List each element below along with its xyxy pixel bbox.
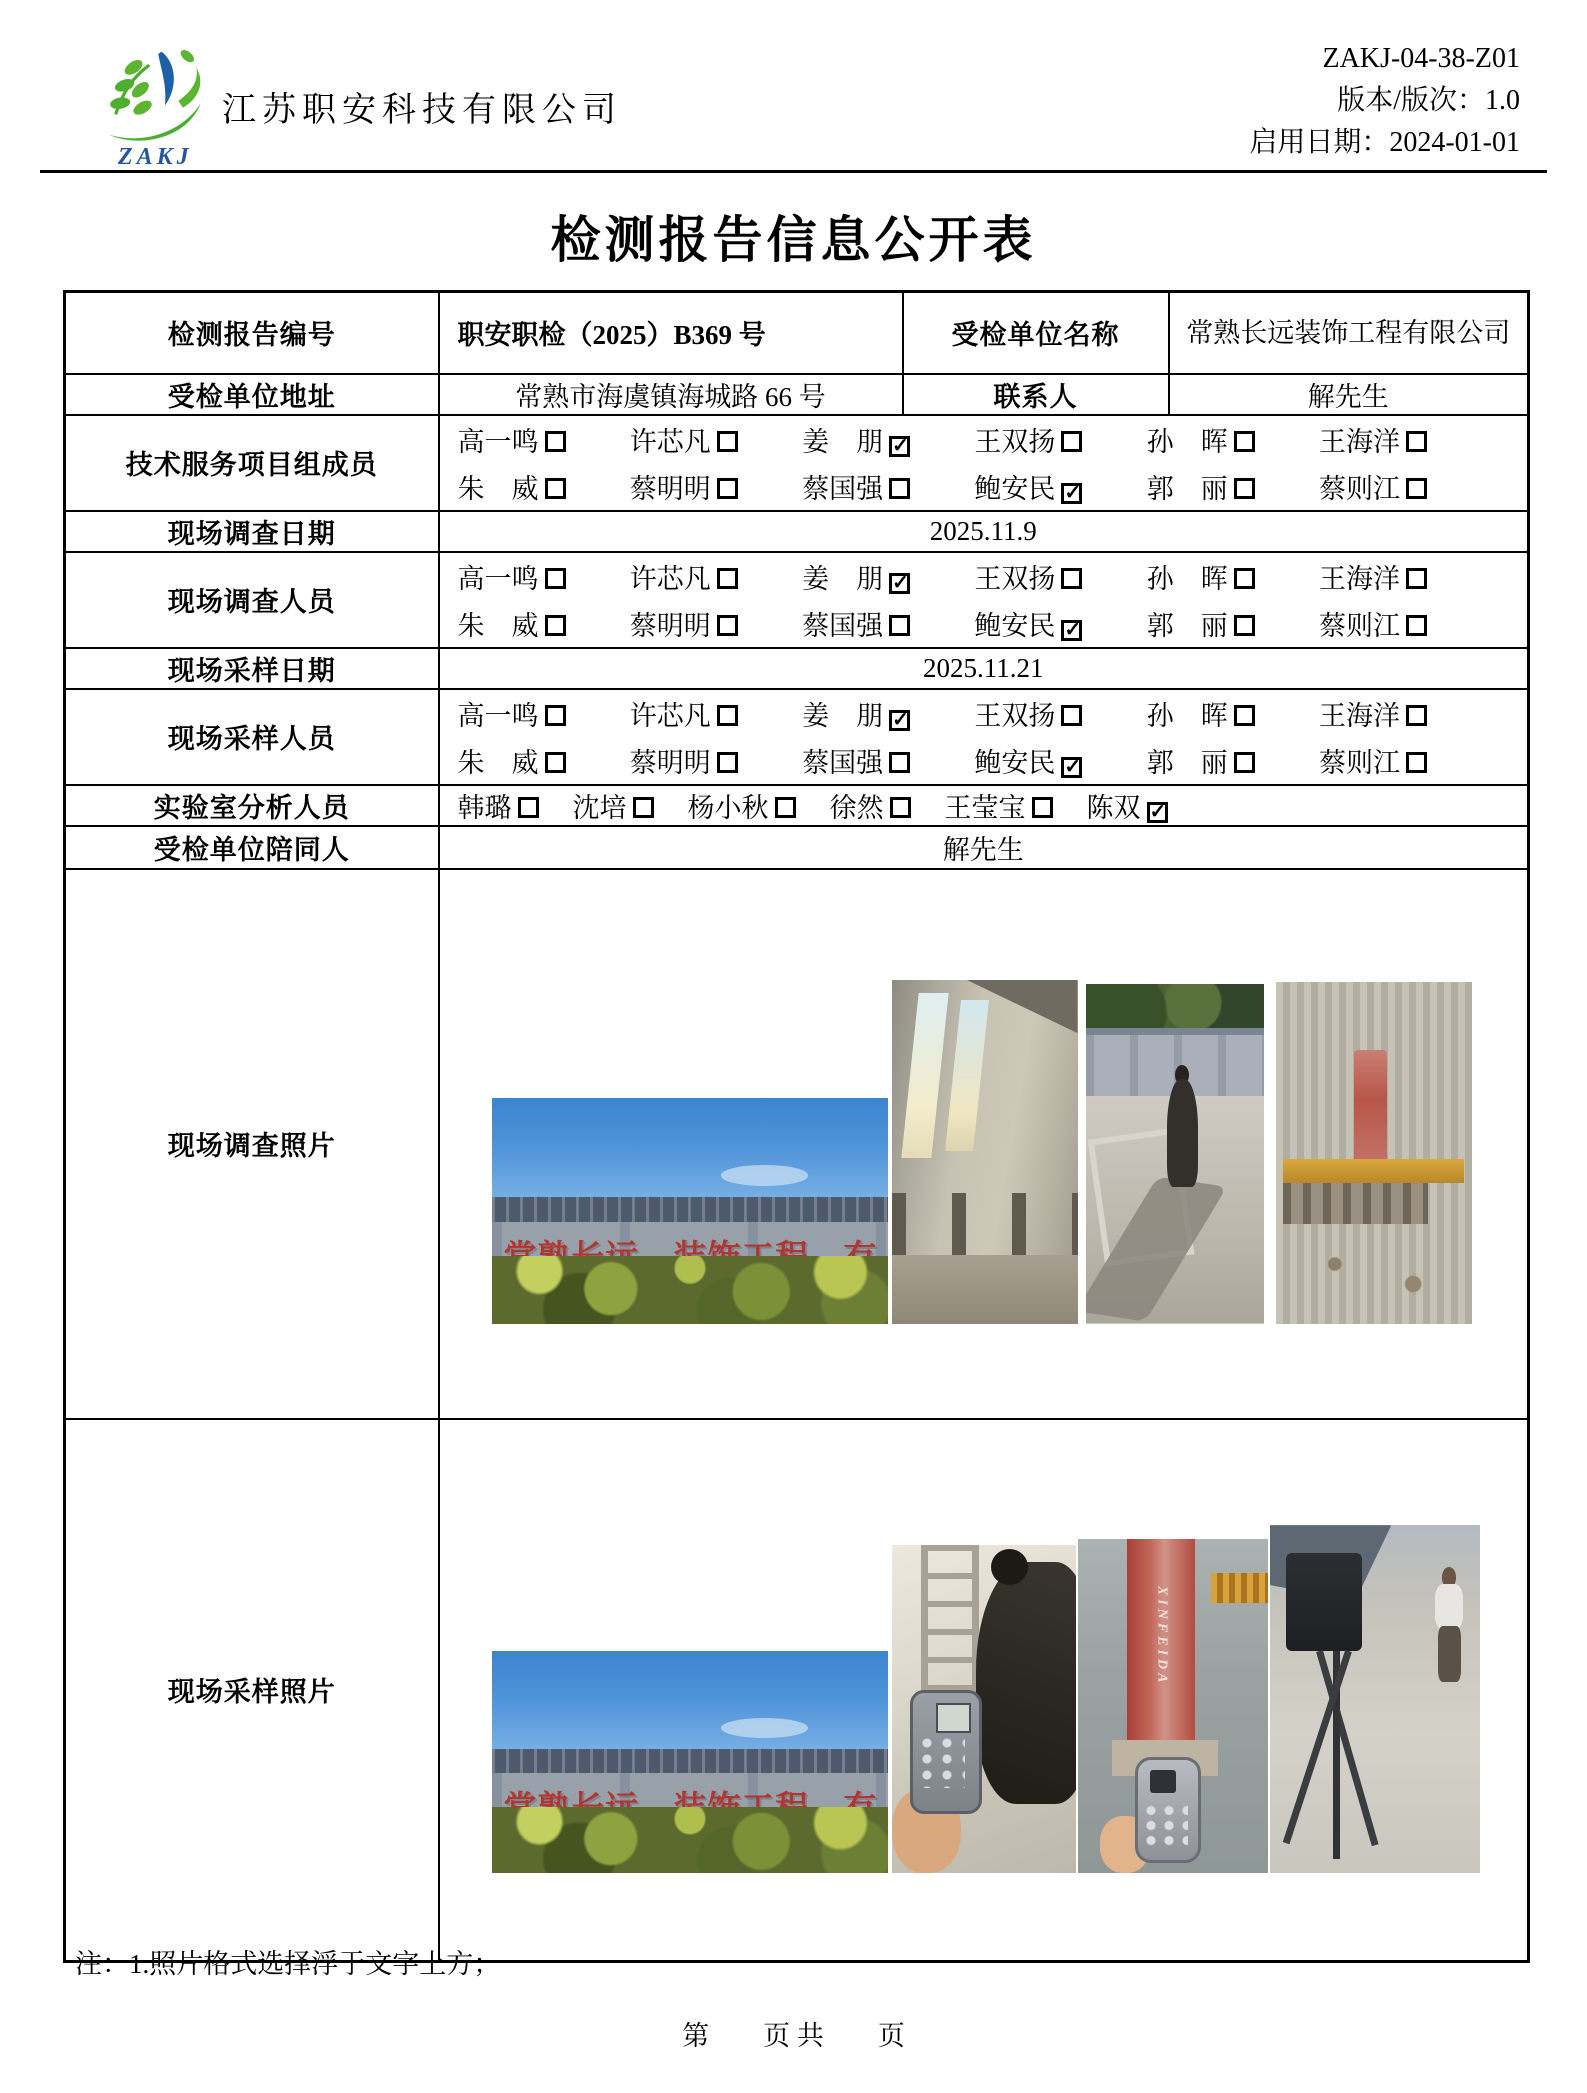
checkbox-unchecked-icon[interactable] bbox=[633, 797, 654, 818]
checkbox-unchecked-icon[interactable] bbox=[545, 431, 566, 452]
staff-name: 蔡明明 bbox=[629, 473, 711, 504]
staff-name: 蔡则江 bbox=[1318, 747, 1400, 778]
row-sampling-staff bbox=[65, 689, 1529, 785]
staff-checkbox-item bbox=[1319, 694, 1427, 733]
checkbox-checked-icon[interactable]: ✓ bbox=[1147, 802, 1168, 823]
checkbox-unchecked-icon[interactable] bbox=[545, 478, 566, 499]
tripod-leg bbox=[1316, 1650, 1378, 1846]
unit-name-value: 常熟长远装饰工程有限公司 bbox=[1169, 292, 1529, 374]
photo-factory-gate bbox=[492, 1098, 888, 1324]
row-survey-photos bbox=[65, 869, 1529, 1419]
sampling-staff-cell bbox=[439, 689, 1529, 785]
staff-name: 高一鸣 bbox=[457, 426, 539, 457]
person-figure bbox=[1435, 1584, 1462, 1629]
cloud bbox=[721, 1718, 808, 1738]
unit-name-label: 受检单位名称 bbox=[903, 292, 1169, 374]
checkbox-unchecked-icon[interactable] bbox=[545, 568, 566, 589]
device-keypad bbox=[1142, 1803, 1188, 1846]
staff-checkbox-item bbox=[802, 557, 910, 596]
floor bbox=[1276, 1224, 1472, 1323]
staff-name: 王海洋 bbox=[1318, 426, 1400, 457]
sampler-box bbox=[1286, 1553, 1362, 1650]
sampling-photo-collage bbox=[440, 1421, 1528, 1958]
staff-checkbox-item bbox=[458, 420, 566, 459]
staff-checkbox-item bbox=[830, 786, 911, 825]
staff-checkbox-item bbox=[630, 467, 738, 506]
row-lab-staff bbox=[65, 785, 1529, 826]
address-label: 受检单位地址 bbox=[65, 374, 439, 415]
staff-line-1 bbox=[440, 416, 1528, 463]
person-legs bbox=[1438, 1626, 1461, 1682]
doc-version-line bbox=[1249, 80, 1520, 122]
staff-checkbox-item bbox=[802, 420, 910, 459]
contact-label: 联系人 bbox=[903, 374, 1169, 415]
header-meta bbox=[1249, 38, 1520, 164]
staff-line-2 bbox=[440, 737, 1528, 784]
staff-checkbox-item bbox=[974, 557, 1082, 596]
machinery bbox=[892, 1193, 1078, 1255]
checkbox-unchecked-icon[interactable] bbox=[545, 705, 566, 726]
company-name: 江苏职安科技有限公司 bbox=[222, 92, 622, 129]
checkbox-checked-icon[interactable]: ✓ bbox=[889, 710, 910, 731]
checkbox-unchecked-icon[interactable] bbox=[545, 615, 566, 636]
staff-checkbox-item bbox=[1147, 420, 1255, 459]
sampling-date-value: 2025.11.21 bbox=[439, 648, 1529, 689]
staff-checkbox-item bbox=[1147, 557, 1255, 596]
device-keypad bbox=[917, 1735, 965, 1787]
staff-checkbox-item bbox=[802, 741, 910, 780]
trees bbox=[1086, 984, 1264, 1032]
staff-checkbox-item bbox=[974, 420, 1082, 459]
staff-checkbox-item bbox=[573, 786, 654, 825]
checkbox-unchecked-icon[interactable] bbox=[1061, 568, 1082, 589]
staff-name: 朱 威 bbox=[457, 747, 539, 778]
photo-worker-outdoor bbox=[1086, 984, 1264, 1324]
page-title: 检测报告信息公开表 bbox=[550, 212, 1037, 268]
staff-checkbox-item bbox=[630, 557, 738, 596]
staff-checkbox-item bbox=[974, 604, 1082, 643]
staff-checkbox-item bbox=[1087, 786, 1168, 825]
staff-name: 鲍安民 bbox=[974, 473, 1056, 504]
lab-staff-label: 实验室分析人员 bbox=[65, 785, 439, 826]
report-no-label: 检测报告编号 bbox=[65, 292, 439, 374]
staff-name: 王海洋 bbox=[1318, 563, 1400, 594]
address-value: 常熟市海虞镇海城路 66 号 bbox=[439, 374, 903, 415]
staff-line-1 bbox=[440, 553, 1528, 600]
checkbox-checked-icon[interactable]: ✓ bbox=[889, 436, 910, 457]
staff-name: 孙 晖 bbox=[1146, 563, 1228, 594]
staff-checkbox-item bbox=[458, 694, 566, 733]
window bbox=[945, 1000, 989, 1151]
staff-name: 高一鸣 bbox=[457, 563, 539, 594]
checkbox-unchecked-icon[interactable] bbox=[717, 705, 738, 726]
staff-name: 朱 威 bbox=[457, 473, 539, 504]
survey-date-label: 现场调查日期 bbox=[65, 511, 439, 552]
row-sampling-date bbox=[65, 648, 1529, 689]
machine-brand-text: XINFEIDA bbox=[1154, 1586, 1170, 1687]
sampling-staff-label: 现场采样人员 bbox=[65, 689, 439, 785]
foliage bbox=[492, 1807, 888, 1874]
checkbox-unchecked-icon[interactable] bbox=[717, 431, 738, 452]
checkbox-unchecked-icon[interactable] bbox=[1234, 478, 1255, 499]
checkbox-unchecked-icon[interactable] bbox=[1032, 797, 1053, 818]
checkbox-unchecked-icon[interactable] bbox=[545, 752, 566, 773]
checkbox-unchecked-icon[interactable] bbox=[717, 478, 738, 499]
staff-checkbox-item bbox=[1319, 741, 1427, 780]
staff-name: 蔡国强 bbox=[802, 610, 884, 641]
accompany-label: 受检单位陪同人 bbox=[65, 826, 439, 869]
lab-staff-line bbox=[440, 786, 1528, 825]
staff-name: 王莹宝 bbox=[944, 792, 1026, 823]
checkbox-checked-icon[interactable]: ✓ bbox=[889, 573, 910, 594]
staff-name: 王海洋 bbox=[1318, 700, 1400, 731]
row-sampling-photos bbox=[65, 1419, 1529, 1962]
row-accompany bbox=[65, 826, 1529, 869]
staff-checkbox-item bbox=[945, 786, 1053, 825]
sky bbox=[492, 1098, 888, 1206]
date-value: 2024-01-01 bbox=[1389, 127, 1520, 158]
report-info-table bbox=[63, 290, 1530, 1963]
checkbox-checked-icon[interactable]: ✓ bbox=[1061, 620, 1082, 641]
logo-text: ZAKJ bbox=[118, 144, 193, 170]
checkbox-unchecked-icon[interactable] bbox=[717, 615, 738, 636]
company-logo-icon bbox=[95, 36, 217, 148]
checkbox-unchecked-icon[interactable] bbox=[890, 797, 911, 818]
staff-name: 郭 丽 bbox=[1146, 610, 1228, 641]
checkbox-unchecked-icon[interactable] bbox=[1406, 752, 1427, 773]
survey-photos-cell bbox=[439, 869, 1529, 1419]
staff-name: 蔡国强 bbox=[802, 747, 884, 778]
staff-name: 鲍安民 bbox=[974, 610, 1056, 641]
survey-photo-collage bbox=[440, 872, 1528, 1416]
staff-name: 王双扬 bbox=[974, 563, 1056, 594]
staff-checkbox-item bbox=[802, 694, 910, 733]
staff-name: 陈双 bbox=[1086, 792, 1141, 823]
checkbox-unchecked-icon[interactable] bbox=[1234, 752, 1255, 773]
staff-checkbox-item bbox=[1147, 741, 1255, 780]
staff-checkbox-item bbox=[458, 786, 539, 825]
photo-factory-gate bbox=[492, 1651, 888, 1873]
checkbox-checked-icon[interactable]: ✓ bbox=[1061, 757, 1082, 778]
sampling-photo-label: 现场采样照片 bbox=[65, 1419, 439, 1962]
staff-checkbox-item bbox=[1147, 694, 1255, 733]
photo-stone-cutting-machine bbox=[1276, 982, 1472, 1324]
staff-checkbox-item bbox=[1319, 604, 1427, 643]
row-report-no bbox=[65, 292, 1529, 374]
staff-name: 蔡则江 bbox=[1318, 610, 1400, 641]
date-label: 启用日期： bbox=[1249, 127, 1390, 158]
row-address bbox=[65, 374, 1529, 415]
staff-name: 姜 朋 bbox=[802, 563, 884, 594]
cutting-table bbox=[1283, 1183, 1428, 1224]
staff-checkbox-item bbox=[630, 604, 738, 643]
checkbox-unchecked-icon[interactable] bbox=[518, 797, 539, 818]
staff-checkbox-item bbox=[458, 467, 566, 506]
sky bbox=[492, 1651, 888, 1758]
staff-checkbox-item bbox=[458, 741, 566, 780]
staff-checkbox-item bbox=[974, 741, 1082, 780]
staff-checkbox-item bbox=[458, 557, 566, 596]
checkbox-unchecked-icon[interactable] bbox=[1061, 431, 1082, 452]
staff-name: 许芯凡 bbox=[629, 563, 711, 594]
checkbox-unchecked-icon[interactable] bbox=[1406, 478, 1427, 499]
photo-xinfeida-machine bbox=[1078, 1539, 1268, 1873]
staff-line-2 bbox=[440, 600, 1528, 647]
device-screen bbox=[936, 1703, 971, 1733]
survey-photo-label: 现场调查照片 bbox=[65, 869, 439, 1419]
staff-name: 郭 丽 bbox=[1146, 473, 1228, 504]
staff-checkbox-item bbox=[974, 694, 1082, 733]
staff-checkbox-item bbox=[630, 741, 738, 780]
checkbox-unchecked-icon[interactable] bbox=[1406, 615, 1427, 636]
checkbox-unchecked-icon[interactable] bbox=[1061, 705, 1082, 726]
sampling-photos-cell bbox=[439, 1419, 1529, 1962]
report-no-value: 职安职检（2025）B369 号 bbox=[439, 292, 903, 374]
contact-value: 解先生 bbox=[1169, 374, 1529, 415]
staff-name: 蔡明明 bbox=[629, 747, 711, 778]
machine-column bbox=[1354, 1050, 1387, 1173]
tripod-leg bbox=[1283, 1649, 1352, 1843]
checkbox-unchecked-icon[interactable] bbox=[1406, 431, 1427, 452]
staff-name: 高一鸣 bbox=[457, 700, 539, 731]
accompany-value: 解先生 bbox=[439, 826, 1529, 869]
staff-name: 韩璐 bbox=[457, 792, 512, 823]
sampling-date-label: 现场采样日期 bbox=[65, 648, 439, 689]
staff-name: 杨小秋 bbox=[687, 792, 769, 823]
staff-name: 王双扬 bbox=[974, 700, 1056, 731]
device-screen bbox=[1150, 1770, 1177, 1793]
staff-name: 蔡则江 bbox=[1318, 473, 1400, 504]
checkbox-unchecked-icon[interactable] bbox=[1406, 705, 1427, 726]
team-label: 技术服务项目组成员 bbox=[65, 415, 439, 511]
staff-name: 蔡明明 bbox=[629, 610, 711, 641]
worker-figure bbox=[1167, 1079, 1197, 1188]
staff-name: 蔡国强 bbox=[802, 473, 884, 504]
checkbox-unchecked-icon[interactable] bbox=[717, 752, 738, 773]
staff-name: 郭 丽 bbox=[1146, 747, 1228, 778]
checkbox-unchecked-icon[interactable] bbox=[889, 752, 910, 773]
staff-line-1 bbox=[440, 690, 1528, 737]
footnote: 注：1.照片格式选择浮于文字上方； bbox=[75, 1949, 501, 1979]
staff-checkbox-item bbox=[1147, 467, 1255, 506]
lab-staff-cell bbox=[439, 785, 1529, 826]
staff-checkbox-item bbox=[630, 420, 738, 459]
machine-beam bbox=[1283, 1159, 1463, 1183]
checkbox-unchecked-icon[interactable] bbox=[1234, 615, 1255, 636]
staff-checkbox-item bbox=[1319, 420, 1427, 459]
checkbox-unchecked-icon[interactable] bbox=[1234, 705, 1255, 726]
staff-checkbox-item bbox=[802, 604, 910, 643]
photo-tripod-camera bbox=[1270, 1525, 1480, 1873]
staff-checkbox-item bbox=[974, 467, 1082, 506]
checkbox-checked-icon[interactable]: ✓ bbox=[1061, 483, 1082, 504]
survey-staff-label: 现场调查人员 bbox=[65, 552, 439, 648]
team-members-cell bbox=[439, 415, 1529, 511]
page-number-footer: 第 页 共 页 bbox=[682, 2021, 905, 2051]
row-team bbox=[65, 415, 1529, 511]
header-divider bbox=[40, 170, 1547, 173]
staff-name: 王双扬 bbox=[974, 426, 1056, 457]
version-value: 1.0 bbox=[1485, 85, 1520, 116]
staff-name: 许芯凡 bbox=[629, 426, 711, 457]
window bbox=[901, 993, 948, 1158]
floor bbox=[892, 1255, 1078, 1324]
row-survey-date bbox=[65, 511, 1529, 552]
checkbox-unchecked-icon[interactable] bbox=[775, 797, 796, 818]
checkbox-unchecked-icon[interactable] bbox=[1234, 431, 1255, 452]
version-label: 版本/版次： bbox=[1337, 85, 1485, 116]
staff-checkbox-item bbox=[1147, 604, 1255, 643]
foliage bbox=[492, 1256, 888, 1324]
staff-name: 许芯凡 bbox=[629, 700, 711, 731]
survey-staff-cell bbox=[439, 552, 1529, 648]
checkbox-unchecked-icon[interactable] bbox=[889, 478, 910, 499]
staff-checkbox-item bbox=[1319, 557, 1427, 596]
staff-name: 朱 威 bbox=[457, 610, 539, 641]
staff-checkbox-item bbox=[630, 694, 738, 733]
accordion-guard bbox=[1211, 1573, 1268, 1603]
doc-code: ZAKJ-04-38-Z01 bbox=[1322, 43, 1520, 74]
checkbox-unchecked-icon[interactable] bbox=[717, 568, 738, 589]
staff-name: 姜 朋 bbox=[802, 426, 884, 457]
staff-name: 孙 晖 bbox=[1146, 426, 1228, 457]
worker-figure bbox=[976, 1562, 1075, 1805]
staff-name: 鲍安民 bbox=[974, 747, 1056, 778]
roof bbox=[492, 1749, 888, 1773]
staff-line-2 bbox=[440, 463, 1528, 510]
photo-handheld-meter bbox=[892, 1545, 1076, 1873]
roof bbox=[492, 1197, 888, 1222]
photo-workshop-interior bbox=[892, 980, 1078, 1324]
checkbox-unchecked-icon[interactable] bbox=[889, 615, 910, 636]
staff-checkbox-item bbox=[458, 604, 566, 643]
checkbox-unchecked-icon[interactable] bbox=[1234, 568, 1255, 589]
survey-date-value: 2025.11.9 bbox=[439, 511, 1529, 552]
row-survey-staff bbox=[65, 552, 1529, 648]
cloud bbox=[721, 1165, 808, 1185]
staff-name: 孙 晖 bbox=[1146, 700, 1228, 731]
staff-checkbox-item bbox=[802, 467, 910, 506]
doc-date-line bbox=[1249, 122, 1520, 164]
staff-name: 徐然 bbox=[829, 792, 884, 823]
staff-checkbox-item bbox=[688, 786, 796, 825]
checkbox-unchecked-icon[interactable] bbox=[1406, 568, 1427, 589]
staff-name: 沈培 bbox=[572, 792, 627, 823]
worker-head bbox=[991, 1549, 1028, 1585]
staff-name: 姜 朋 bbox=[802, 700, 884, 731]
staff-checkbox-item bbox=[1319, 467, 1427, 506]
